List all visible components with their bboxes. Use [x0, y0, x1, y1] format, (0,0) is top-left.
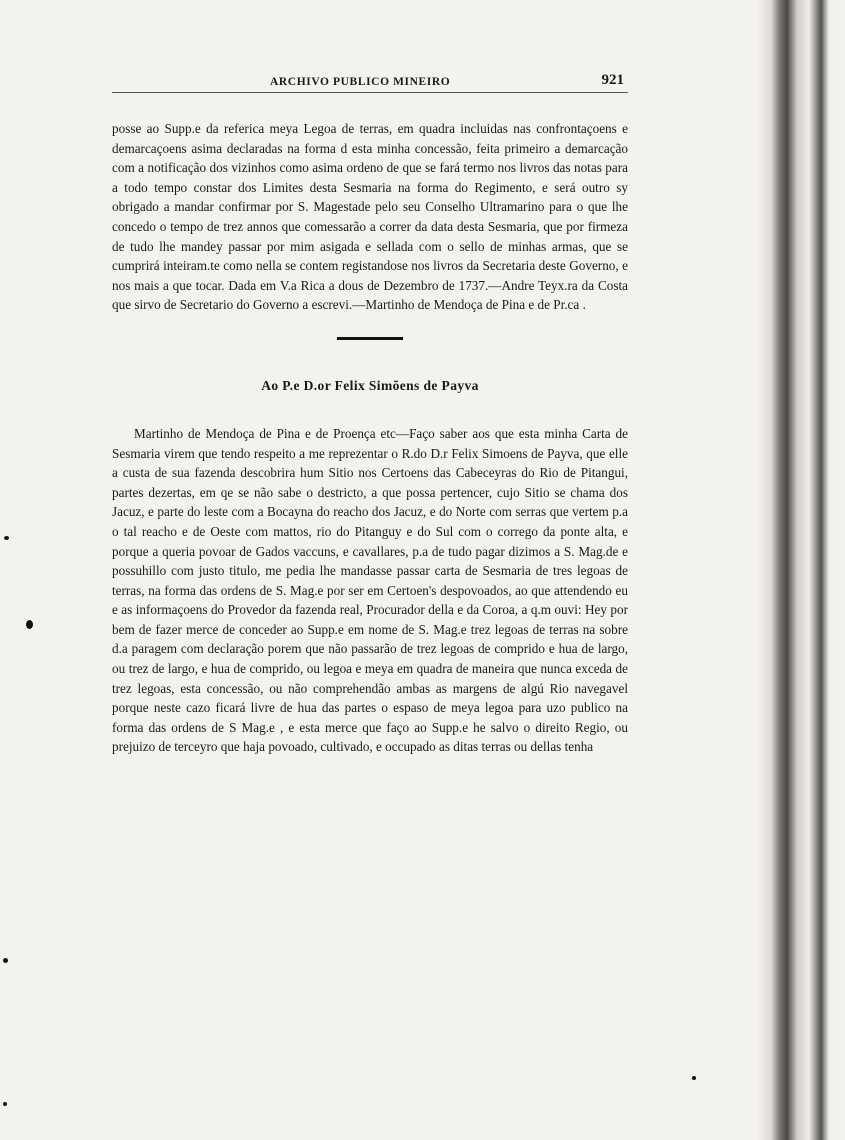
scan-binding-edge: [757, 0, 845, 1140]
header-title: ARCHIVO PUBLICO MINEIRO: [270, 76, 451, 88]
ink-speck: [4, 536, 9, 540]
body-paragraph: posse ao Supp.e da referica meya Legoa de terras, em quadra incluidas nas confrontaçoens e demarcaçoens asima declaradas na forma d esta minha concessão, feita primeiro a demarcação com a notificação dos vizinhos como asima ordeno de que se fará termo nos livros das notas para a todo tempo constar dos Limites desta Sesmaria na forma do Regimento, e será outro sy obrigado a mandar confirmar por S. Magestade pelo seu Conselho Ultramarino para o que lhe concedo o tempo de trez annos que comessarão a correr da data desta Sesmaria, que por firmeza de tudo lhe mandey passar por mim asigada e sellada com o sello de minhas armas, que se cumprirá inteiram.te como nella se contem registandose nos livros da Secretaria deste Governo, e nos mais a que tocar. Dada em V.a Rica a dous de Dezembro de 1737.—Andre Teyx.ra da Costa que sirvo de Secretario do Governo a escrevi.—Martinho de Mendoça de Pina e de Pr.ca .: [112, 121, 628, 313]
ink-speck: [692, 1076, 696, 1080]
body-paragraph: Martinho de Mendoça de Pina e de Proença etc—Faço saber aos que esta minha Carta de Sesmaria virem que tendo respeito a me reprezentar o R.do D.r Felix Simoens de Payva, que elle a custa de sua fazenda descobrira hum Sitio nos Certoens das Cabeceyras do Rio de Pitangui, partes dezertas, em qe se não sabe o destricto, a que possa pertencer, cujo Sitio se chama dos Jacuz, e parte do leste com a Bocayna do reacho dos Jacuz, e do Norte com serras que vertem p.a o tal reacho e de Oeste com mattos, rio do Pitanguy e do Sul com o corrego da ponte alta, e porque a queria povoar de Gados vaccuns, e cavallares, p.a de tudo pagar dizimos a S. Mag.de e possuhillo com justo titulo, me pedia lhe mandasse passar carta de Sesmaria de tres legoas de terras, na forma das ordens de S. Mag.e por ser em Certoen's despovoados, ao que attendendo eu e as informaçoens do Provedor da fazenda real, Procurador della e da Coroa, a q.m ouvi: Hey por bem de fazer merce de conceder ao Supp.e em nome de S. Mag.e trez legoas de terras na sobre d.a paragem com declaração porem que não passarão de trez legoas de comprido e hua de largo, ou trez de largo, e hua de comprido, ou legoa e meya em quadra de maneira que nunca exceda de trez legoas, esta concessão, ou não comprehendão ambas as margens de algú Rio navegavel porque neste cazo ficará livre de hua das partes o espaso de meya legoa para uzo publico na forma das ordens de S Mag.e , e esta merce que faço ao Supp.e he salvo o direito Regio, ou prejuizo de terceyro que haja povoado, cultivado, e occupado as ditas terras ou dellas tenha: [112, 425, 628, 755]
page-number: 921: [601, 72, 624, 88]
section-heading: Ao P.e D.or Felix Simõens de Payva: [261, 377, 479, 393]
document-page: [112, 66, 628, 757]
section-divider: [337, 337, 403, 340]
ink-speck: [26, 620, 33, 629]
running-header: [112, 66, 628, 93]
ink-speck: [3, 958, 8, 963]
ink-speck: [3, 1102, 7, 1106]
